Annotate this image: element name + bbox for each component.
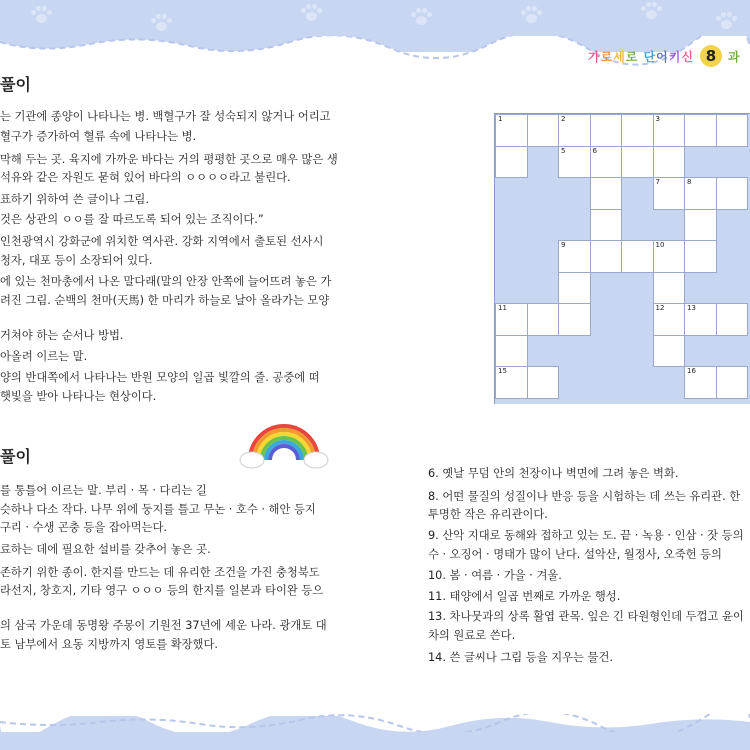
cell-number: 13 [687,304,696,312]
paw-icon [640,2,662,20]
grid-cell[interactable] [590,146,623,179]
clue-line: 투명한 작은 유리관이다. [428,508,548,521]
clue-line: 존하기 위한 종이. 한지를 만드는 데 유리한 조건을 가진 충청북도 [0,566,320,579]
grid-cell[interactable] [558,303,591,336]
clue-line: 표하기 위하여 쓴 글이나 그림. [0,193,149,206]
clue-line: 6. 옛날 무덤 안의 천장이나 벽면에 그려 놓은 벽화. [428,467,679,480]
grid-cell[interactable] [495,146,528,179]
clue-line: 아올려 이르는 말. [0,350,88,363]
grid-cell[interactable] [684,303,717,336]
brand-char: 단 [643,49,657,64]
brand-char: 키 [668,49,682,64]
clue-line: 차의 원료로 쓴다. [428,629,516,642]
grid-cell[interactable] [558,272,591,305]
cell-number: 10 [655,241,665,249]
clue-line: 석유와 같은 자원도 묻혀 있어 바다의 ㅇㅇㅇㅇ라고 불린다. [0,171,291,184]
clue-line: 에 있는 천마총에서 나온 말다래(말의 안장 안쪽에 늘어뜨려 놓은 가 [0,275,332,288]
clue-line: 11. 태양에서 일곱 번째로 가까운 행성. [428,590,621,603]
brand-char: 어 [656,49,669,64]
cell-number: 12 [655,304,665,312]
brand-char: 로 [600,49,614,64]
grid-cell[interactable] [716,177,749,210]
grid-cell[interactable] [684,114,717,147]
grid-cell[interactable] [653,303,686,336]
clue-line: 슷하나 다소 작다. 나무 위에 둥지를 틀고 무논 · 호수 · 해안 등지 [0,503,316,516]
grid-cell[interactable] [621,114,654,147]
clue-line: 양의 반대쪽에서 나타나는 반원 모양의 일곱 빛깔의 줄. 공중에 떠 [0,371,320,384]
clue-line: 9. 산악 지대로 동해와 접하고 있는 도. 끝 · 녹용 · 인삼 · 잣 등의 [428,529,744,542]
cell-number: 6 [592,146,597,155]
clue-line: 인천광역시 강화군에 위치한 역사관. 강화 지역에서 출토된 선사시 [0,235,324,248]
across-heading: 풀이 [0,75,31,94]
cell-number: 9 [561,241,566,249]
cell-number: 5 [561,146,566,155]
cell-number: 3 [655,115,660,123]
grid-cell[interactable] [558,240,591,273]
clue-line: 수 · 오징어 · 명태가 많이 난다. 설악산, 월정사, 오죽헌 등의 [428,548,722,561]
grid-cell[interactable] [495,303,528,336]
grid-cell[interactable] [716,114,749,147]
grid-cell[interactable] [621,240,654,273]
clue-line: 려진 그림. 순백의 천마(天馬) 한 마리가 하늘로 날아 올라가는 모양 [0,294,330,307]
clue-line: 10. 봄 · 여름 · 가을 · 겨울. [428,569,562,582]
grid-cell[interactable] [495,114,528,147]
grid-cell[interactable] [653,335,686,368]
brand-char: 신 [681,49,694,64]
grid-cell[interactable] [684,209,717,242]
paw-icon [150,14,172,32]
clue-line: 를 통틀어 이르는 말. 부리 · 목 · 다리는 길 [0,484,207,497]
chapter-badge: 8 [700,45,722,67]
paw-icon [300,4,322,22]
cell-number: 11 [498,304,507,312]
grid-cell[interactable] [716,366,749,399]
brand-char: 로 [625,49,639,64]
grid-cell[interactable] [653,146,686,179]
cell-number: 1 [498,115,503,123]
cell-number: 8 [687,178,692,186]
grid-cell[interactable] [716,303,749,336]
grid-cell[interactable] [653,114,686,147]
clue-line: 8. 어떤 물질의 성질이나 반응 등을 시험하는 데 쓰는 유리관. 한 [428,490,741,503]
clue-line: 의 삼국 가운데 동명왕 주몽이 기원전 37년에 세운 나라. 광개토 대 [0,619,327,632]
clue-line: 청자, 대포 등이 소장되어 있다. [0,254,153,267]
cell-number: 7 [655,178,660,186]
grid-cell[interactable] [684,240,717,273]
clue-line: 14. 쓴 글씨나 그림 등을 지우는 물건. [428,651,613,664]
cell-number: 2 [561,115,566,123]
bottom-wave [0,714,750,732]
grid-cell[interactable] [590,240,623,273]
chapter-header [588,44,740,68]
grid-cell[interactable] [527,303,560,336]
cell-number: 15 [498,367,507,375]
clue-line: 료하는 데에 필요한 설비를 갖추어 놓은 곳. [0,543,211,556]
down-heading: 풀이 [0,447,31,466]
paw-icon [715,12,737,30]
grid-cell[interactable] [590,177,623,210]
clue-line: 거쳐야 하는 순서나 방법. [0,329,124,342]
grid-cell[interactable] [653,240,686,273]
clue-line: 것은 상관의 ㅇㅇ를 잘 따르도록 되어 있는 조직이다.” [0,213,264,226]
grid-cell[interactable] [495,366,528,399]
rainbow-icon [238,410,330,472]
bottom-decorative-band [0,716,750,750]
grid-cell[interactable] [684,366,717,399]
grid-cell[interactable] [653,272,686,305]
grid-cell[interactable] [527,366,560,399]
grid-cell[interactable] [590,209,623,242]
paw-icon [410,8,432,26]
clue-line: 토 남부에서 요동 지방까지 영토를 확장했다. [0,638,218,651]
clue-line: 햇빛을 받아 나타나는 현상이다. [0,390,157,403]
grid-cell[interactable] [558,146,591,179]
grid-cell[interactable] [527,114,560,147]
clue-line: 막해 두는 곳. 육지에 가까운 바다는 거의 평평한 곳으로 매우 많은 생 [0,153,338,166]
paw-icon [30,6,52,24]
grid-cell[interactable] [495,335,528,368]
clue-line: 는 기관에 종양이 나타나는 병. 백혈구가 잘 성숙되지 않거나 어리고 [0,110,331,123]
clue-line: 혈구가 증가하여 혈류 속에 나타나는 병. [0,130,197,143]
paw-icon [520,6,542,24]
grid-cell[interactable] [590,114,623,147]
brand-char: 세 [613,49,626,64]
clue-line: 라선지, 창호지, 기타 영구 ㅇㅇㅇ 등의 한지를 일본과 타이완 등으 [0,584,324,597]
grid-cell[interactable] [684,177,717,210]
clue-line: 구리 · 수생 곤충 등을 잡아먹는다. [0,521,168,534]
grid-cell[interactable] [621,146,654,179]
clue-line: 13. 차나뭇과의 상록 활엽 관목. 잎은 긴 타원형인데 두껍고 윤이 [428,610,744,623]
grid-cell[interactable] [558,114,591,147]
series-title [588,48,694,65]
crossword-grid [494,113,750,404]
cell-number: 16 [687,367,696,375]
brand-char: 가 [588,49,601,64]
chapter-suffix: 과 [727,49,740,64]
grid-cell[interactable] [653,177,686,210]
